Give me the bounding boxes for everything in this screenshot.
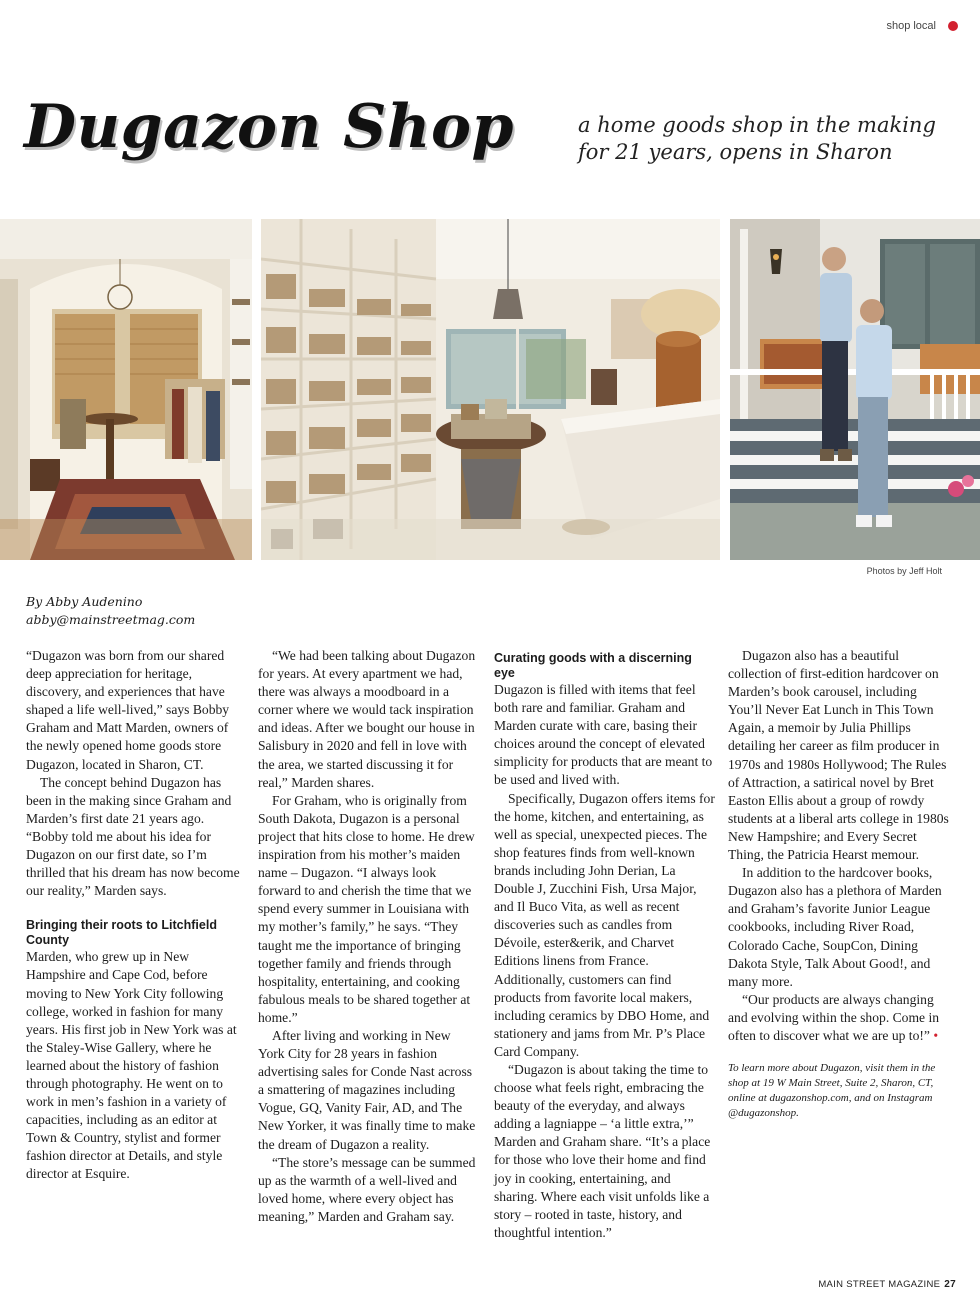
page-number: 27 bbox=[944, 1279, 956, 1290]
paragraph: Dugazon also has a beautiful collection of first-edition hardcover on Marden’s book carousel, including You’ll Never Eat Lunch in This Town Again, a memoir by Julia Phillips detailing her career as film producer in 1970s and 1980s Hollywood; The Rules of Attraction, a satirical novel by Bret Easton Ellis about a group of rowdy students at a liberal arts college in 1980s New Hampshire; and Every Secret Thing, the Patricia Hearst memour. bbox=[728, 648, 949, 863]
paragraph: “The store’s message can be summed up as the warmth of a well-lived and loved home, where every object has meaning,” Marden and Graham say. bbox=[258, 1154, 476, 1224]
paragraph: Marden, who grew up in New Hampshire and Cape Cod, before moving to New York City following college, worked in fashion for many years. His first job in New York was at the Staley-Wise Gallery, where he learned about the history of fashion through photography. He went on to work in men’s fashion in a variety of capacities, including as an editor at Town & Country, stylist and former fashion director at Details, and style director at Esquire. bbox=[26, 949, 237, 1182]
paragraph: In addition to the hardcover books, Dugazon also has a plethora of Marden and Graham’s favorite Junior League cookbooks, including River Road, Colorado Cache, SoupCon, Dining Dakota Style, Talk About Good!, and many more. bbox=[728, 865, 942, 989]
photo-credit: Photos by Jeff Holt bbox=[866, 566, 942, 576]
paragraph: “We had been talking about Dugazon for years. At every apartment we had, there was always a moodboard in a corner where we would tack inspiration and ideas. After we bought our house in Salisbury in 2020 and fell in love with the area, we started discussing it for real,” Marden shares. bbox=[258, 648, 476, 790]
section-marker-dot bbox=[948, 21, 958, 31]
byline bbox=[26, 593, 195, 629]
article-subtitle: a home goods shop in the making for 21 years, opens in Sharon bbox=[578, 113, 936, 164]
paragraph: Dugazon is filled with items that feel both rare and familiar. Graham and Marden curate with care, basing their choices around the concept of elevated simplicity for products that are meant to be used and lived with. bbox=[494, 682, 713, 788]
article-column-3 bbox=[494, 651, 716, 1242]
article-title: Dugazon Shop bbox=[24, 92, 515, 162]
photo-sitting-room bbox=[0, 219, 252, 560]
article-footnote: To learn more about Dugazon, visit them in the shop at 19 W Main Street, Suite 2, Sharon, CT, online at dugazonshop.com, and on Instagram @dugazonshop. bbox=[728, 1062, 936, 1120]
photo-shop-interior bbox=[261, 219, 720, 560]
paragraph: “Dugazon is about taking the time to choose what feels right, embracing the beauty of the everyday, and always adding a lagniappe – ‘a little extra,’” Marden and Graham share. “It’s a place for those who love their home and find joy in cooking, entertaining, and sharing. Where each visit unfolds like a story – rooted in taste, history, and thoughtful intention.” bbox=[494, 1061, 711, 1240]
section-heading: Curating goods with a discerning eye bbox=[494, 651, 692, 680]
paragraph: Specifically, Dugazon offers items for the home, kitchen, and entertaining, as well as special, unexpected pieces. The shop features finds from well-known brands including John Derian, La Double J, Zucchini Fish, Ursa Major, and Il Buco Vita, as well as recent discoveries such as candles from Dévoile, ester&erik, and Charvet Editions linens from France. Additionally, customers can find products from favorite local makers, including ceramics by DBO Home, and stationery and jams from Mr. P’s Place Card Company. bbox=[494, 790, 715, 1059]
paragraph bbox=[728, 991, 950, 1045]
paragraph: After living and working in New York City for 28 years in fashion advertising sales for Conde Nast across a smattering of magazines including Vogue, GQ, Vanity Fair, AD, and The New Yorker, it was finally time to make the dream of Dugazon a reality. bbox=[258, 1027, 476, 1152]
paragraph: “Dugazon was born from our shared deep appreciation for heritage, discovery, and experiences that have shaped a life well-lived,” says Bobby Graham and Matt Marden, owners of the newly opened home goods store Dugazon, located in Sharon, CT. bbox=[26, 648, 230, 772]
page-folio bbox=[818, 1279, 956, 1290]
paragraph: The concept behind Dugazon has been in the making since Graham and Marden’s first date 21 years ago. “Bobby told me about his idea for Dugazon on our first date, so I’m thrilled that his dream has now become our reality,” Marden says. bbox=[26, 774, 240, 899]
closing-quote: “Our products are always changing and evolving within the shop. Come in often to discover what we are up to!” bbox=[728, 991, 940, 1043]
section-heading: Bringing their roots to Litchfield County bbox=[26, 918, 217, 948]
article-column-4 bbox=[728, 647, 950, 1121]
section-tag: shop local bbox=[886, 20, 936, 32]
end-mark: • bbox=[933, 1027, 939, 1043]
article-column-1 bbox=[26, 647, 248, 1184]
publication-name: MAIN STREET MAGAZINE bbox=[818, 1279, 941, 1290]
article-column-2 bbox=[258, 647, 480, 1226]
paragraph: For Graham, who is originally from South Dakota, Dugazon is a personal project that hits close to home. He drew inspiration from his mother’s maiden name – Dugazon. “I always look forward to and cherish the time that we spend every summer in Louisiana with my mother’s family,” he says. “They taught me the importance of bringing together family and friends through hospitality, entertaining, and cooking fabulous meals to be shared together at home.” bbox=[258, 792, 475, 1025]
byline-email: abby@mainstreetmag.com bbox=[26, 612, 196, 627]
byline-author: By Abby Audenino bbox=[26, 594, 143, 609]
photo-owners-porch bbox=[730, 219, 980, 560]
